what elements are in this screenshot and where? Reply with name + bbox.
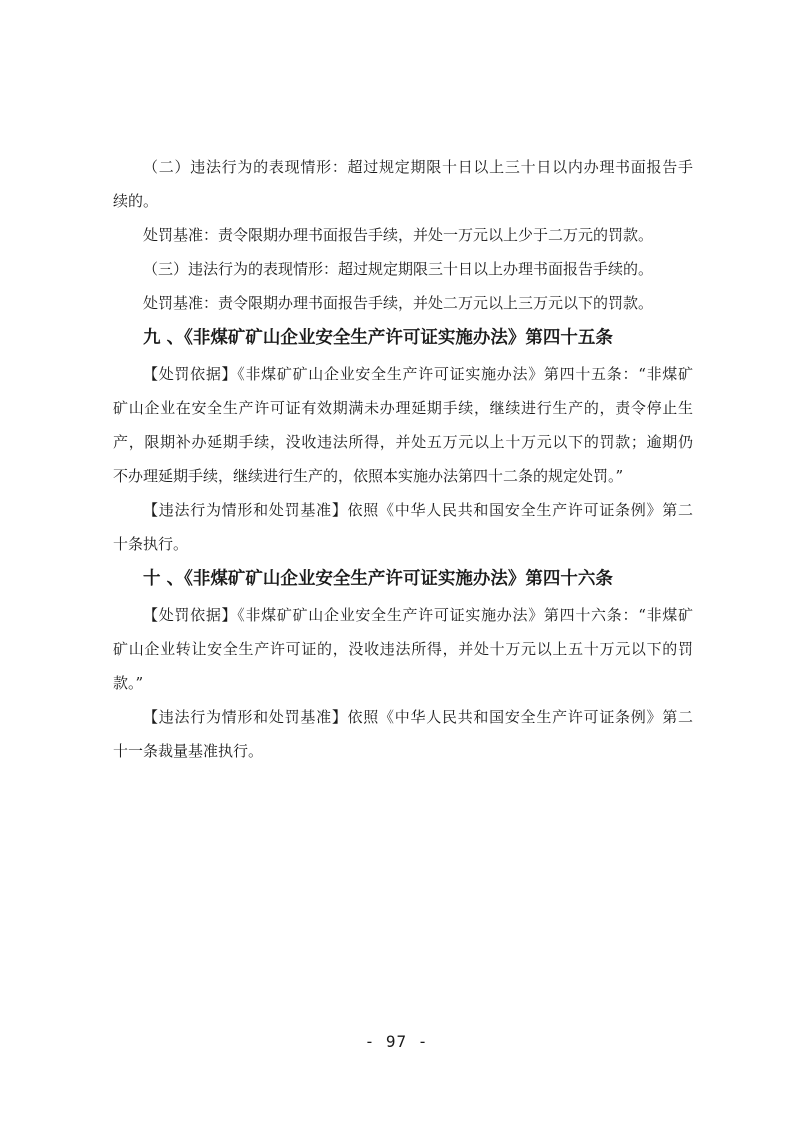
section-9-basis-line-3: 产，限期补办延期手续，没收违法所得，并处五万元以上十万元以下的罚款；逾期仍 — [113, 433, 693, 451]
clause-3-penalty: 处罚基准：责令限期办理书面报告手续，并处二万元以上三万元以下的罚款。 — [143, 294, 654, 312]
section-9-basis-line-1: 【处罚依据】《非煤矿矿山企业安全生产许可证实施办法》第四十五条：“非煤矿 — [143, 365, 693, 383]
section-heading-10: 十 、《非煤矿矿山企业安全生产许可证实施办法》第四十六条 — [143, 569, 613, 589]
section-9-standard-line-1: 【违法行为情形和处罚基准】依照《中华人民共和国安全生产许可证条例》第二 — [143, 501, 693, 519]
document-body — [113, 150, 693, 768]
clause-2-line-1: （二）违法行为的表现情形：超过规定期限十日以上三十日以内办理书面报告手 — [143, 158, 693, 176]
section-9-basis-line-4: 不办理延期手续，继续进行生产的，依照本实施办法第四十二条的规定处罚。” — [113, 467, 624, 485]
page-number: - 97 - — [364, 1032, 429, 1051]
section-9-basis-line-2: 矿山企业在安全生产许可证有效期满未办理延期手续，继续进行生产的，责令停止生 — [113, 399, 693, 417]
section-10-basis-line-2: 矿山企业转让安全生产许可证的，没收违法所得，并处十万元以上五十万元以下的罚 — [113, 640, 693, 658]
section-10-basis-line-1: 【处罚依据】《非煤矿矿山企业安全生产许可证实施办法》第四十六条：“非煤矿 — [143, 606, 693, 624]
section-10-basis-line-3: 款。” — [113, 674, 144, 692]
section-9-standard-line-2: 十条执行。 — [113, 535, 189, 553]
clause-2-line-2: 续的。 — [113, 192, 159, 210]
clause-3-line: （三）违法行为的表现情形：超过规定期限三十日以上办理书面报告手续的。 — [143, 260, 654, 278]
clause-2-penalty: 处罚基准：责令限期办理书面报告手续，并处一万元以上少于二万元的罚款。 — [143, 226, 654, 244]
section-heading-9: 九 、《非煤矿矿山企业安全生产许可证实施办法》第四十五条 — [143, 328, 613, 348]
section-10-standard-line-1: 【违法行为情形和处罚基准】依照《中华人民共和国安全生产许可证条例》第二 — [143, 708, 693, 726]
section-10-standard-line-2: 十一条裁量基准执行。 — [113, 742, 264, 760]
